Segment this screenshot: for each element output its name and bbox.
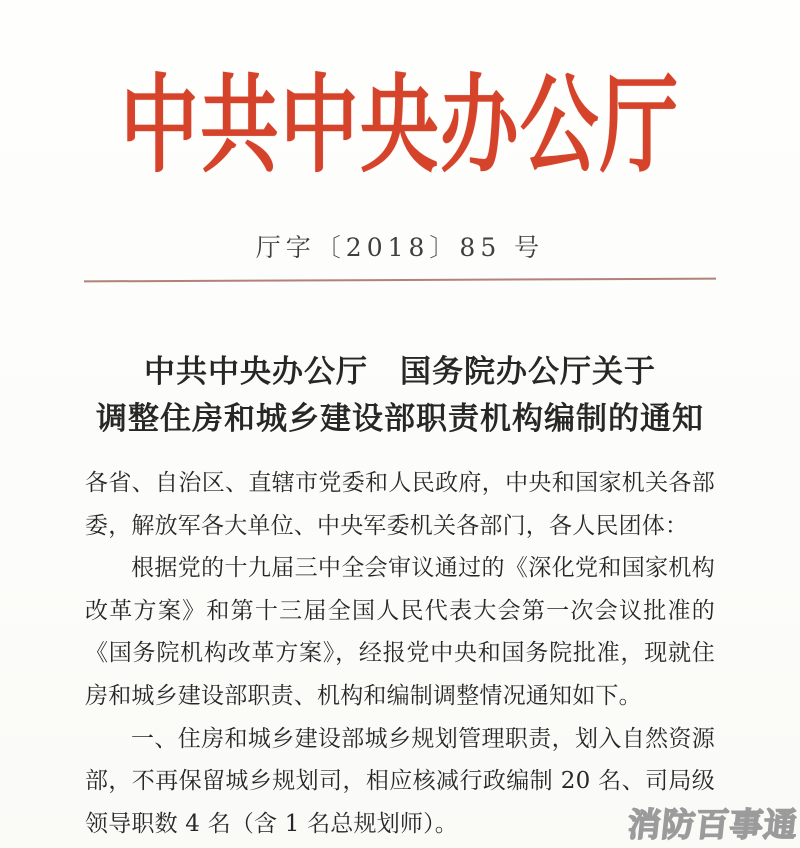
watermark-logo: 消防百事通 [625, 805, 800, 844]
document-body [85, 462, 715, 845]
document-number: 厅字〔2018〕85 号 [255, 233, 545, 262]
header-separator-rule [84, 278, 716, 283]
document-title-line2: 调整住房和城乡建设部职责机构编制的通知 [96, 401, 704, 437]
salutation-paragraph: 各省、自治区、直辖市党委和人民政府，中央和国家机关各部委，解放军各大单位、中央军委机关各部门，各人民团体： [85, 470, 715, 539]
issuing-org-letterhead: 中共中央办公厅 [120, 62, 680, 187]
preamble-paragraph: 根据党的十九届三中全会审议通过的《深化党和国家机构改革方案》和第十三届全国人民代表大会第一次会议批准的《国务院机构改革方案》，经报党中央和国务院批准，现就住房和城乡建设部职责、机构和编制调整情况通知如下。 [85, 555, 715, 709]
document-title-line1: 中共中央办公厅 国务院办公厅关于 [144, 354, 656, 390]
document-title [0, 349, 800, 443]
item-1-paragraph: 一、住房和城乡建设部城乡规划管理职责，划入自然资源部，不再保留城乡规划司，相应核减行政编制 20 名、司局级领导职数 4 名（含 1 名总规划师）。 [85, 725, 715, 837]
